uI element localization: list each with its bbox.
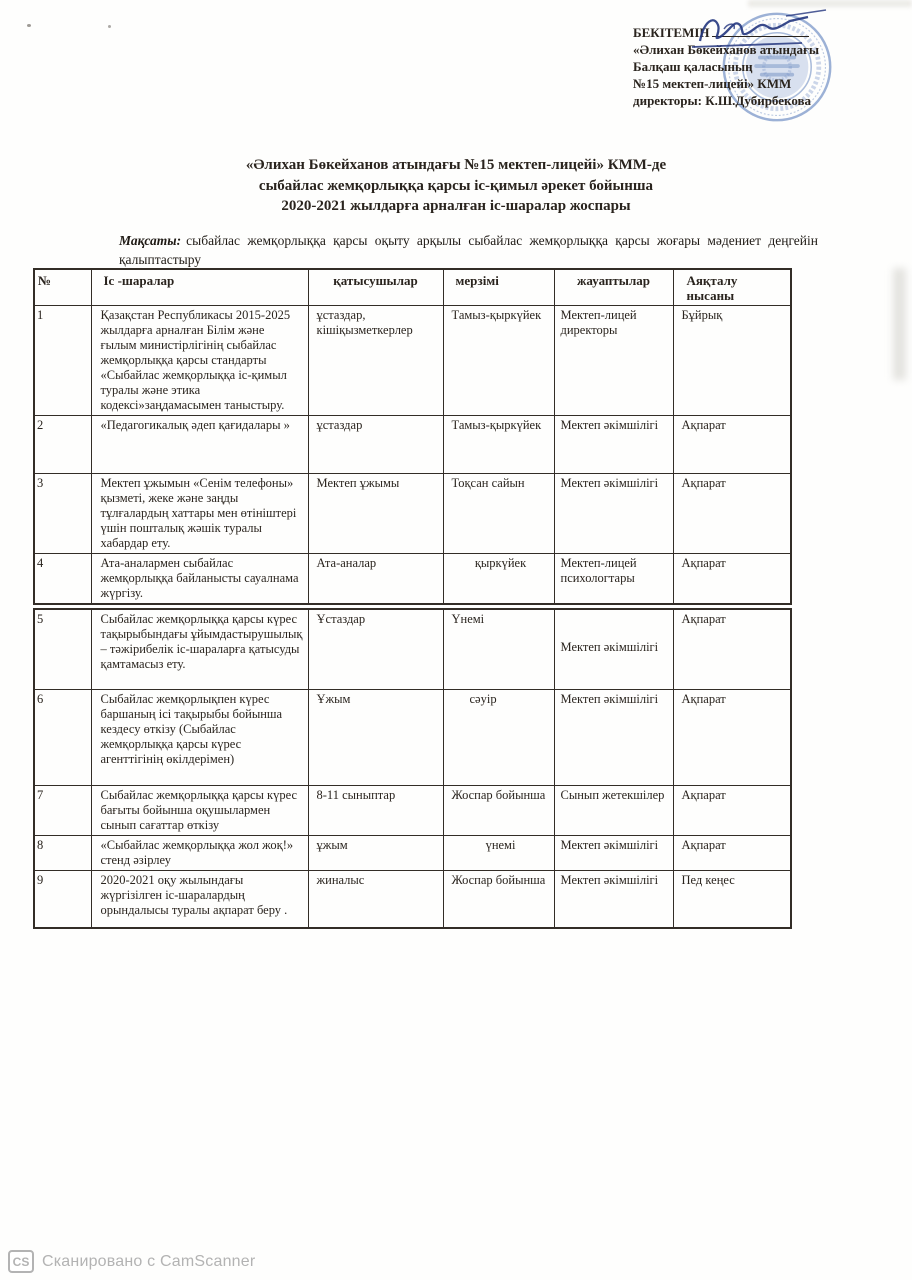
cell-responsible: Мектеп-лицей директоры — [554, 306, 673, 416]
cell-participants: 8-11 сыныптар — [308, 785, 443, 835]
cell-participants: Ұстаздар — [308, 609, 443, 689]
approval-block — [633, 24, 905, 109]
table-row — [34, 609, 791, 689]
action-plan-table-1 — [33, 268, 792, 605]
cell-no: 3 — [34, 474, 91, 554]
cell-term: сәуір — [443, 689, 554, 785]
table-row — [34, 554, 791, 605]
cell-task: 2020-2021 оқу жылындағы жүргізілген іс-шаралардың орындалысы туралы ақпарат беру . — [91, 870, 308, 928]
cell-responsible: Сынып жетекшілер — [554, 785, 673, 835]
cell-participants: Ұжым — [308, 689, 443, 785]
purpose-label: Мақсаты: — [119, 233, 182, 248]
cell-participants: Мектеп ұжымы — [308, 474, 443, 554]
approval-director-line: директоры: К.Ш.Дубирбекова — [633, 93, 812, 108]
camscanner-watermark-text: Сканировано с CamScanner — [42, 1252, 256, 1270]
document-title — [0, 155, 912, 217]
approval-label: БЕКІТЕМІН — [633, 25, 710, 40]
cell-no: 6 — [34, 689, 91, 785]
column-header: № — [34, 269, 91, 306]
cell-term: Жоспар бойынша — [443, 870, 554, 928]
cell-participants: ұстаздар, кішіқызметкерлер — [308, 306, 443, 416]
cell-task: Мектеп ұжымын «Сенім телефоны» қызметі, жеке және заңды тұлғалардың хаттары мен өтініштері үшін пошталық жәшік туралы хабардар ету. — [91, 474, 308, 554]
column-header: мерзімі — [443, 269, 554, 306]
cell-result: Ақпарат — [673, 554, 791, 605]
cell-task: Сыбайлас жемқорлыққа қарсы күрес тақырыбындағы ұйымдастырушылық – тәжірибелік іс-шараларға қатысуды қамтамасыз ету. — [91, 609, 308, 689]
camscanner-footer — [8, 1250, 255, 1273]
cell-no: 7 — [34, 785, 91, 835]
table-row — [34, 416, 791, 474]
cell-responsible: Мектеп әкімшілігі — [554, 870, 673, 928]
table-row — [34, 306, 791, 416]
cell-term: Жоспар бойынша — [443, 785, 554, 835]
cell-term: Тамыз-қыркүйек — [443, 416, 554, 474]
table-row — [34, 785, 791, 835]
cell-result: Бұйрық — [673, 306, 791, 416]
title-line-3: 2020-2021 жылдарға арналған іс-шаралар жоспары — [281, 198, 631, 214]
cell-result: Ақпарат — [673, 609, 791, 689]
cell-term: үнемі — [443, 835, 554, 870]
table-row — [34, 835, 791, 870]
cell-responsible: Мектеп әкімшілігі — [554, 609, 673, 689]
column-header: жауаптылар — [554, 269, 673, 306]
cell-participants: ұжым — [308, 835, 443, 870]
cell-result: Ақпарат — [673, 474, 791, 554]
cell-no: 1 — [34, 306, 91, 416]
approval-school-line: №15 мектеп-лицейі» КММ — [633, 76, 792, 91]
cell-responsible: Мектеп әкімшілігі — [554, 835, 673, 870]
cell-task: Сыбайлас жемқорлықпен күрес баршаның ісі тақырыбы бойынша кездесу өткізу (Сыбайлас жемқорлыққа қарсы күрес агенттігінің өкілдерімен) — [91, 689, 308, 785]
approval-org-line: «Әлихан Бөкейханов атындағы — [633, 42, 820, 57]
cell-result: Ақпарат — [673, 689, 791, 785]
cell-no: 2 — [34, 416, 91, 474]
cell-responsible: Мектеп әкімшілігі — [554, 416, 673, 474]
cell-responsible: Мектеп әкімшілігі — [554, 474, 673, 554]
scan-speck — [108, 25, 111, 28]
cell-result: Ақпарат — [673, 416, 791, 474]
cell-term: Үнемі — [443, 609, 554, 689]
cell-term: Тамыз-қыркүйек — [443, 306, 554, 416]
director-signature — [690, 7, 828, 55]
title-line-2: сыбайлас жемқорлыққа қарсы іс-қимыл әрекет бойынша — [258, 177, 654, 194]
cell-task: Сыбайлас жемқорлыққа қарсы күрес бағыты бойынша оқушылармен сынып сағаттар өткізу — [91, 785, 308, 835]
column-header: қатысушылар — [308, 269, 443, 306]
cell-result: Ақпарат — [673, 835, 791, 870]
camscanner-logo-icon: CS — [8, 1250, 34, 1273]
cell-term: Тоқсан сайын — [443, 474, 554, 554]
table-header-row — [34, 269, 791, 306]
cell-no: 8 — [34, 835, 91, 870]
table-row — [34, 689, 791, 785]
table-row — [34, 870, 791, 928]
column-header: Іс -шаралар — [91, 269, 308, 306]
cell-responsible: Мектеп-лицей психологтары — [554, 554, 673, 605]
scan-smudge — [893, 268, 906, 380]
cell-no: 9 — [34, 870, 91, 928]
scan-speck — [27, 24, 31, 27]
scan-smudge — [748, 0, 912, 7]
cell-result: Пед кеңес — [673, 870, 791, 928]
cell-participants: жиналыс — [308, 870, 443, 928]
cell-task: Қазақстан Республикасы 2015-2025 жылдарға арналған Білім және ғылым министірлігінің сыбайлас жемқорлыққа қарсы стандарты «Сыбайлас жемқорлыққа іс-қимыл туралы және этика кодексі»заңдамасымен таныстыру. — [91, 306, 308, 416]
title-line-1: «Әлихан Бөкейханов атындағы №15 мектеп-лицейі» КММ-де — [245, 157, 667, 173]
cell-task: «Педагогикалық әдеп қағидалары » — [91, 416, 308, 474]
approval-city-line: Балқаш қаласының — [633, 59, 753, 74]
cell-task: «Сыбайлас жемқорлыққа жол жоқ!» стенд әзірлеу — [91, 835, 308, 870]
cell-result: Ақпарат — [673, 785, 791, 835]
cell-no: 4 — [34, 554, 91, 605]
action-plan-table-2 — [33, 608, 792, 929]
column-header: Аяқталу нысаны — [673, 269, 791, 306]
cell-task: Ата-аналармен сыбайлас жемқорлыққа байланысты сауалнама жүргізу. — [91, 554, 308, 605]
purpose-paragraph — [119, 231, 818, 269]
table-row — [34, 474, 791, 554]
cell-participants: Ата-аналар — [308, 554, 443, 605]
cell-responsible: Мектеп әкімшілігі — [554, 689, 673, 785]
purpose-text: сыбайлас жемқорлыққа қарсы оқыту арқылы сыбайлас жемқорлыққа қарсы жоғары мәдениет деңгейін қалыптастыру — [119, 233, 818, 267]
cell-no: 5 — [34, 609, 91, 689]
cell-participants: ұстаздар — [308, 416, 443, 474]
cell-term: қыркүйек — [443, 554, 554, 605]
